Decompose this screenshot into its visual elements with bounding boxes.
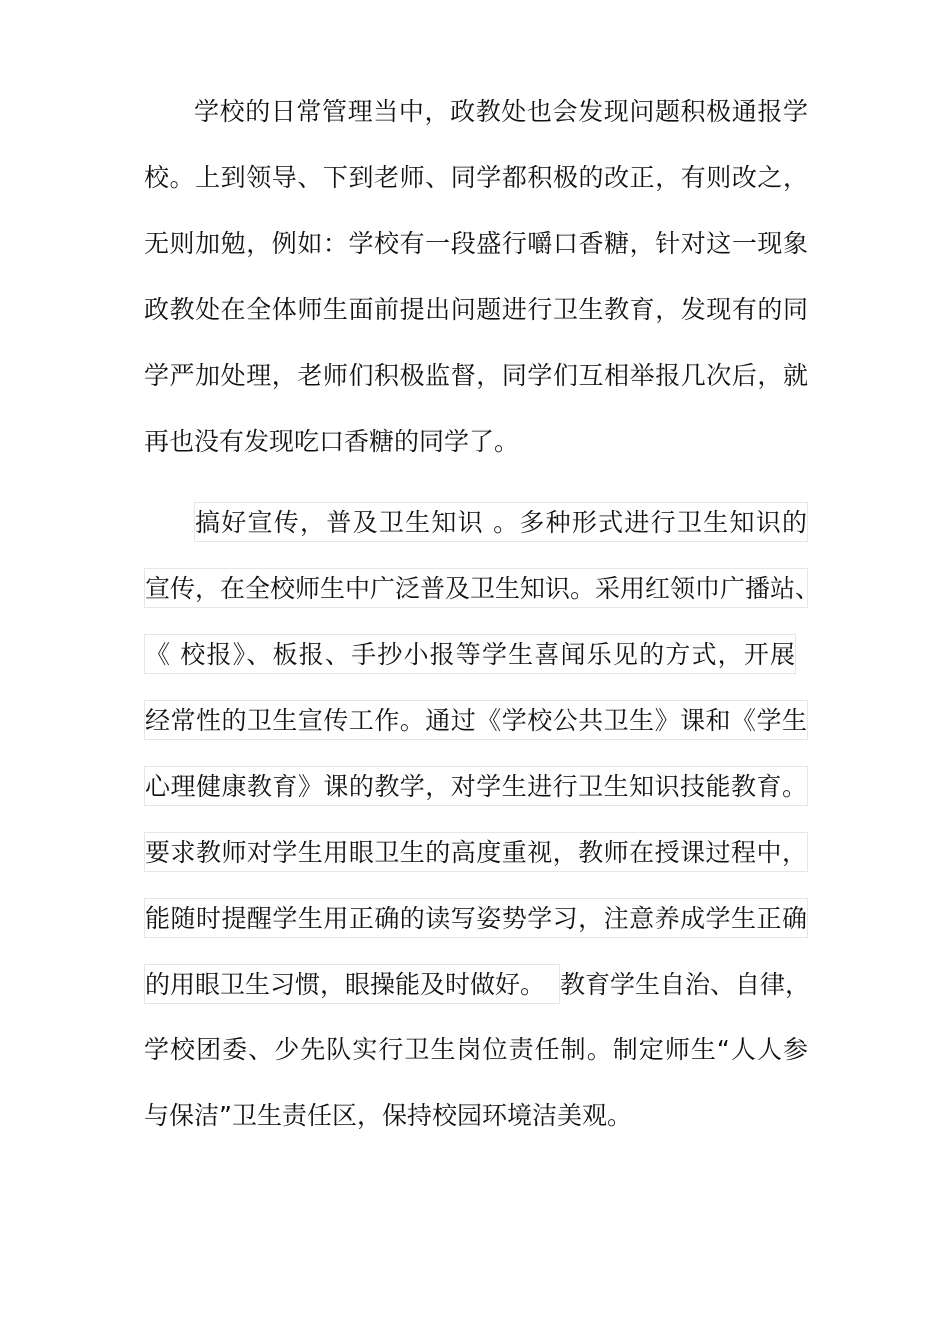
paragraph-1-line-2: 校。上到领导、下到老师、同学都积极的改正，有则改之， xyxy=(144,163,808,192)
paragraph-2-line-8 xyxy=(144,964,811,1004)
paragraph-1-line-1: 学校的日常管理当中，政教处也会发现问题积极通报学 xyxy=(194,97,808,126)
paragraph-2-line-6: 要求教师对学生用眼卫生的高度重视，教师在授课过程中， xyxy=(144,832,808,872)
paragraph-2-line-8-segment-a: 的用眼卫生习惯，眼操能及时做好。 xyxy=(144,964,560,1004)
paragraph-1-line-3: 无则加勉，例如：学校有一段盛行嚼口香糖，针对这一现象 xyxy=(144,229,808,258)
paragraph-2-line-4: 经常性的卫生宣传工作。通过《学校公共卫生》课和《学生 xyxy=(144,700,808,740)
paragraph-2-line-3: 《 校报》、板报、手抄小报等学生喜闻乐见的方式，开展 xyxy=(144,634,796,674)
paragraph-2-line-10: 与保洁”卫生责任区，保持校园环境洁美观。 xyxy=(144,1101,632,1130)
paragraph-1-line-4: 政教处在全体师生面前提出问题进行卫生教育，发现有的同 xyxy=(144,295,808,324)
paragraph-1-line-5: 学严加处理，老师们积极监督，同学们互相举报几次后，就 xyxy=(144,361,808,390)
paragraph-2-line-5: 心理健康教育》课的教学，对学生进行卫生知识技能教育。 xyxy=(144,766,808,806)
paragraph-2-line-8-segment-b: 教育学生自治、自律， xyxy=(560,970,811,999)
paragraph-2-line-9: 学校团委、少先队实行卫生岗位责任制。制定师生“人人参 xyxy=(144,1035,808,1064)
paragraph-2-line-1: 搞好宣传，普及卫生知识 。多种形式进行卫生知识的 xyxy=(194,502,808,542)
paragraph-2-line-7: 能随时提醒学生用正确的读写姿势学习，注意养成学生正确 xyxy=(144,898,808,938)
paragraph-1-line-6: 再也没有发现吃口香糖的同学了。 xyxy=(144,427,520,456)
paragraph-2-line-2: 宣传，在全校师生中广泛普及卫生知识。采用红领巾广播站、 xyxy=(144,568,808,608)
